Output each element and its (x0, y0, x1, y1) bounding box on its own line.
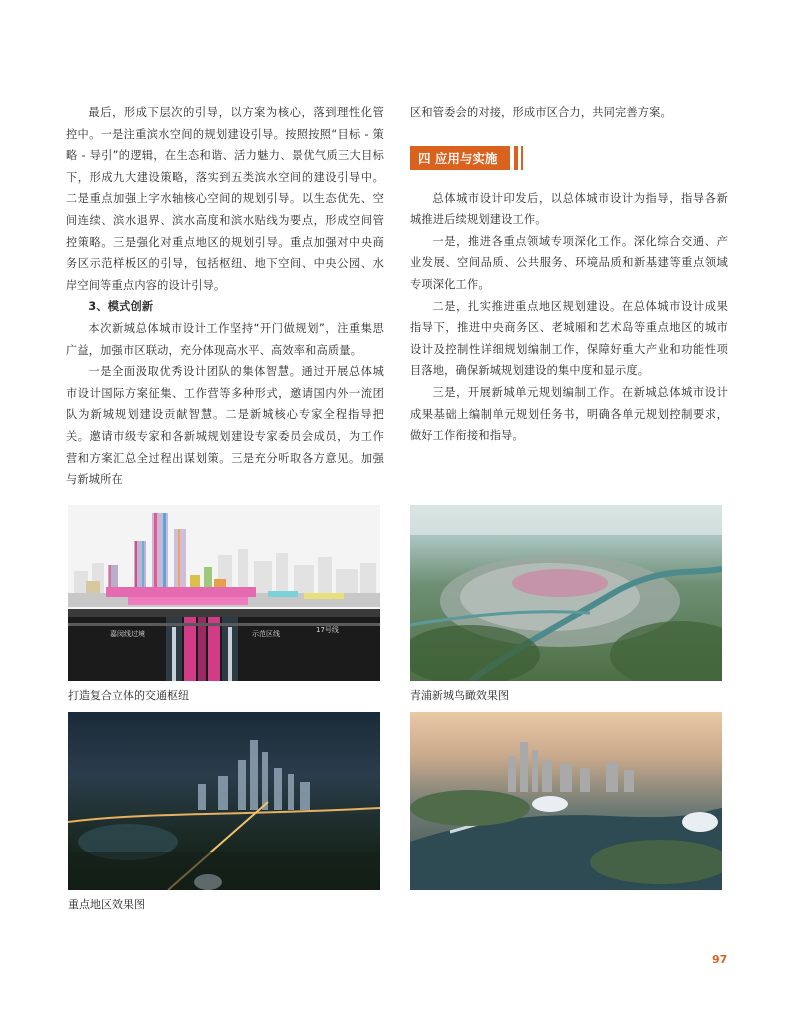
figure-caption: 青浦新城鸟瞰效果图 (410, 689, 509, 702)
line-label: 嘉闵线过境 (110, 630, 145, 638)
subheading: 3、模式创新 (88, 300, 154, 314)
left-text-column (66, 102, 384, 491)
figure-caption: 重点地区效果图 (68, 898, 145, 911)
line-label: 示范区线 (252, 630, 280, 638)
paragraph: 总体城市设计印发后，以总体城市设计为指导，指导各新城推进后续规划建设工作。 (410, 191, 728, 227)
line-label: 17号线 (316, 626, 339, 634)
section-title: 四 应用与实施 (418, 151, 498, 166)
paragraph: 三是，开展新城单元规划编制工作。在新城总体城市设计成果基础上编制单元规划任务书，明确各单元规划控制要求，做好工作衔接和指导。 (410, 385, 728, 443)
figure-caption: 打造复合立体的交通枢纽 (68, 689, 189, 702)
page-number: 97 (712, 953, 728, 966)
waterfront-sunset-rendering (410, 712, 722, 890)
paragraph: 一是全面汲取优秀设计团队的集体智慧。通过开展总体城市设计国际方案征集、工作营等多种形式，邀请国内外一流团队为新城规划建设贡献智慧。二是新城核心专家全程指导把关。邀请市级专家和各新城规划建设专家委员会成员，为工作营和方案汇总全过程出谋划策。三是充分听取各方意见。加强与新城所在 (66, 365, 384, 487)
paragraph: 区和管委会的对接，形成市区合力，共同完善方案。 (410, 106, 672, 119)
paragraph: 本次新城总体城市设计工作坚持“开门做规划”，注重集思广益，加强市区联动，充分体现高水平、高效率和高质量。 (66, 321, 384, 357)
heading-tick (521, 146, 523, 170)
transport-hub-rendering (68, 505, 380, 681)
heading-tick (514, 146, 518, 170)
paragraph: 二是，扎实推进重点地区规划建设。在总体城市设计成果指导下，推进中央商务区、老城厢和艺术岛等重点地区的城市设计及控制性详细规划编制工作，保障好重大产业和功能性项目落地，确保新城规划建设的集中度和显示度。 (410, 299, 728, 378)
paragraph: 最后，形成下层次的引导，以方案为核心，落到理性化管控中。一是注重滨水空间的规划建设引导。按照按照“目标 - 策略 - 导引”的逻辑，在生态和谐、活力魅力、景优气质三大目标下，形成九大建设策略，落实到五类滨水空间的建设引导中。二是重点加强上字水轴核心空间的规划引导。以生态优先、空间连续、滨水退界、滨水高度和滨水贴线为要点，形成空间管控策略。三是强化对重点地区的规划引导。重点加强对中央商务区示范样板区的引导，包括枢纽、地下空间、中央公园、水岸空间等重点内容的设计引导。 (66, 106, 384, 292)
aerial-view-rendering (410, 505, 722, 681)
section-heading (410, 146, 528, 170)
paragraph: 一是，推进各重点领域专项深化工作。深化综合交通、产业发展、空间品质、公共服务、环境品质和新基建等重点领域专项深化工作。 (410, 234, 728, 291)
key-area-night-rendering (68, 712, 380, 890)
